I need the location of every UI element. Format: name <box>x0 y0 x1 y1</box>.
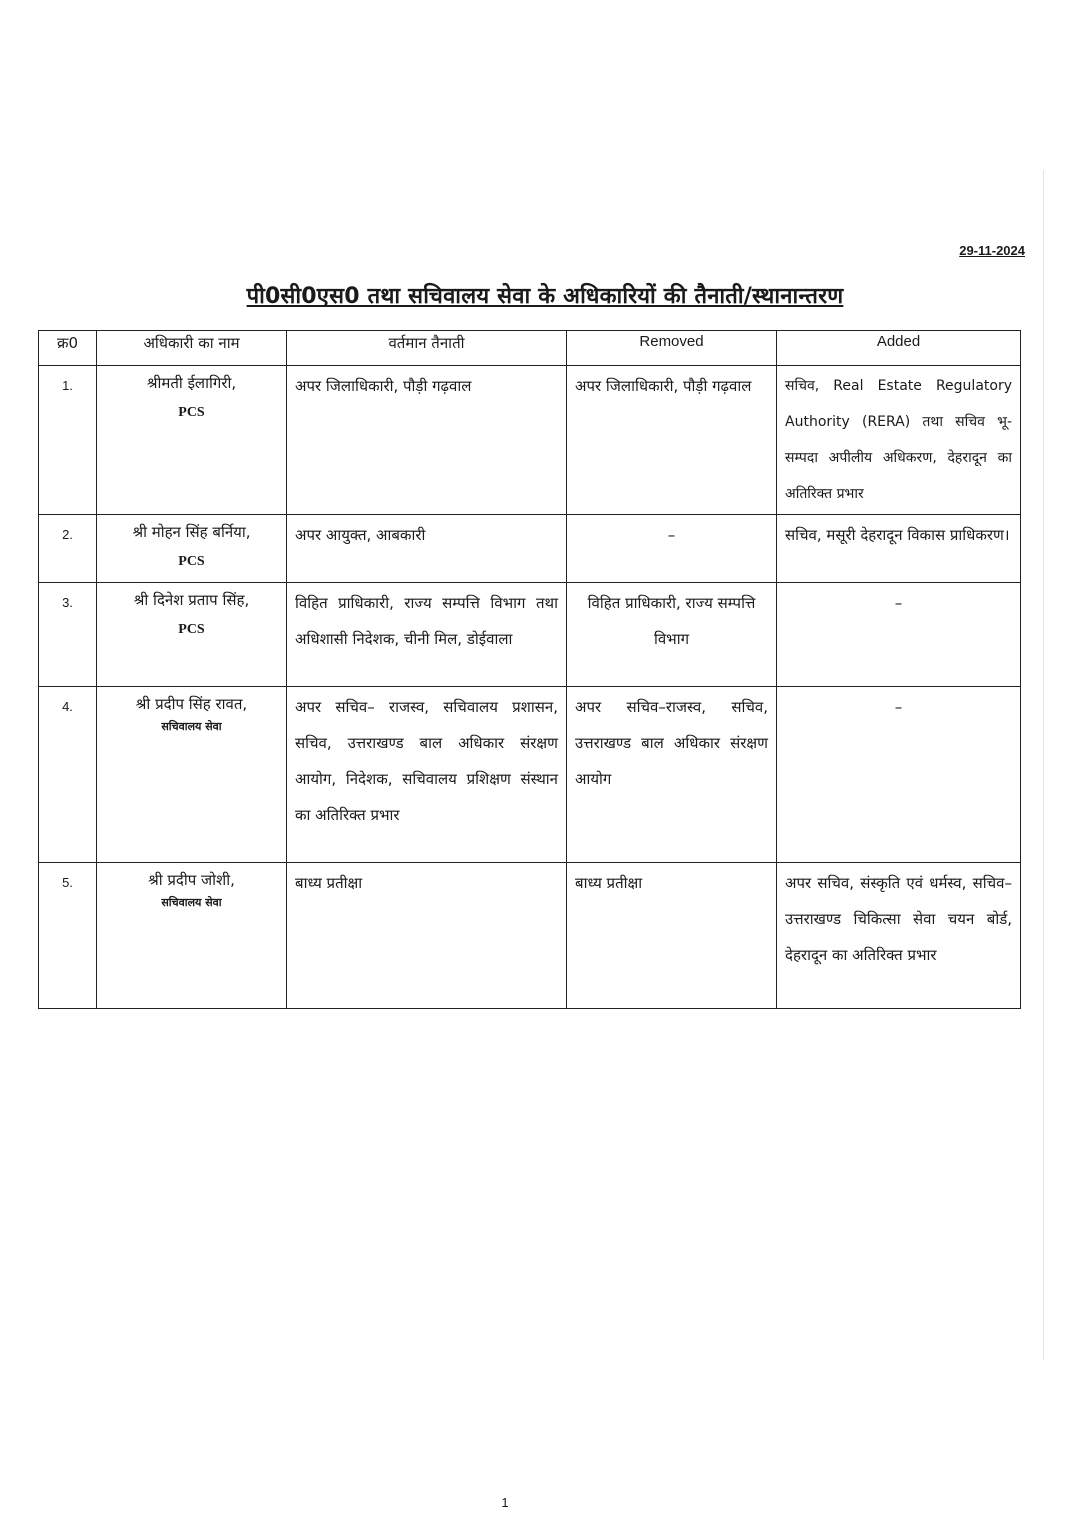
officer-name: श्री मोहन सिंह बर्निया, <box>132 523 251 541</box>
table-row <box>39 515 1021 583</box>
cell-removed: बाध्य प्रतीक्षा <box>567 863 777 1009</box>
header-serial: क्र0 <box>39 331 97 366</box>
cell-added: – <box>777 687 1021 863</box>
document-title: पी0सी0एस0 तथा सचिवालय सेवा के अधिकारियों की तैनाती/स्थानान्तरण <box>246 284 844 309</box>
cell-added: – <box>777 583 1021 687</box>
cell-removed: अपर सचिव–राजस्व, सचिव, उत्तराखण्ड बाल अधिकार संरक्षण आयोग <box>567 687 777 863</box>
header-officer-name: अधिकारी का नाम <box>97 331 287 366</box>
header-added: Added <box>777 331 1021 366</box>
officer-service: सचिवालय सेवा <box>161 720 222 733</box>
cell-officer <box>97 687 287 863</box>
cell-current-posting: अपर सचिव– राजस्व, सचिवालय प्रशासन, सचिव, उत्तराखण्ड बाल अधिकार संरक्षण आयोग, निदेशक, सचिवालय प्रशिक्षण संस्थान का अतिरिक्त प्रभार <box>287 687 567 863</box>
table-header-row <box>39 331 1021 366</box>
cell-current-posting: बाध्य प्रतीक्षा <box>287 863 567 1009</box>
officer-name: श्री दिनेश प्रताप सिंह, <box>133 591 250 609</box>
cell-officer <box>97 863 287 1009</box>
cell-serial: 1. <box>39 366 97 515</box>
officer-name: श्रीमती ईलागिरी, <box>146 374 237 392</box>
cell-serial: 2. <box>39 515 97 583</box>
cell-serial: 5. <box>39 863 97 1009</box>
officer-service: PCS <box>178 554 205 569</box>
officer-service: PCS <box>178 405 205 420</box>
table-row <box>39 583 1021 687</box>
header-removed: Removed <box>567 331 777 366</box>
cell-current-posting: अपर आयुक्त, आबकारी <box>287 515 567 583</box>
cell-officer <box>97 583 287 687</box>
cell-removed: अपर जिलाधिकारी, पौड़ी गढ़वाल <box>567 366 777 515</box>
cell-serial: 3. <box>39 583 97 687</box>
cell-removed: विहित प्राधिकारी, राज्य सम्पत्ति विभाग <box>567 583 777 687</box>
officer-service: PCS <box>178 622 205 637</box>
cell-removed: – <box>567 515 777 583</box>
cell-serial: 4. <box>39 687 97 863</box>
officer-service: सचिवालय सेवा <box>161 896 222 909</box>
scan-edge-line <box>1043 170 1044 1360</box>
cell-added: अपर सचिव, संस्कृति एवं धर्मस्व, सचिव–उत्तराखण्ड चिकित्सा सेवा चयन बोर्ड, देहरादून का अतिरिक्त प्रभार <box>777 863 1021 1009</box>
officer-name: श्री प्रदीप सिंह रावत, <box>135 695 248 713</box>
cell-officer <box>97 515 287 583</box>
cell-current-posting: अपर जिलाधिकारी, पौड़ी गढ़वाल <box>287 366 567 515</box>
document-date: 29-11-2024 <box>959 243 1025 258</box>
cell-added: सचिव, मसूरी देहरादून विकास प्राधिकरण। <box>777 515 1021 583</box>
page-number: 1 <box>501 1495 509 1510</box>
cell-added: सचिव, Real Estate Regulatory Authority (RERA) तथा सचिव भू-सम्पदा अपीलीय अधिकरण, देहरादून का अतिरिक्त प्रभार <box>777 366 1021 515</box>
cell-officer <box>97 366 287 515</box>
table-row <box>39 366 1021 515</box>
cell-current-posting: विहित प्राधिकारी, राज्य सम्पत्ति विभाग तथा अधिशासी निदेशक, चीनी मिल, डोईवाला <box>287 583 567 687</box>
officer-name: श्री प्रदीप जोशी, <box>148 871 235 889</box>
posting-table <box>38 330 1021 1009</box>
table-row <box>39 687 1021 863</box>
header-current-posting: वर्तमान तैनाती <box>287 331 567 366</box>
table-row <box>39 863 1021 1009</box>
